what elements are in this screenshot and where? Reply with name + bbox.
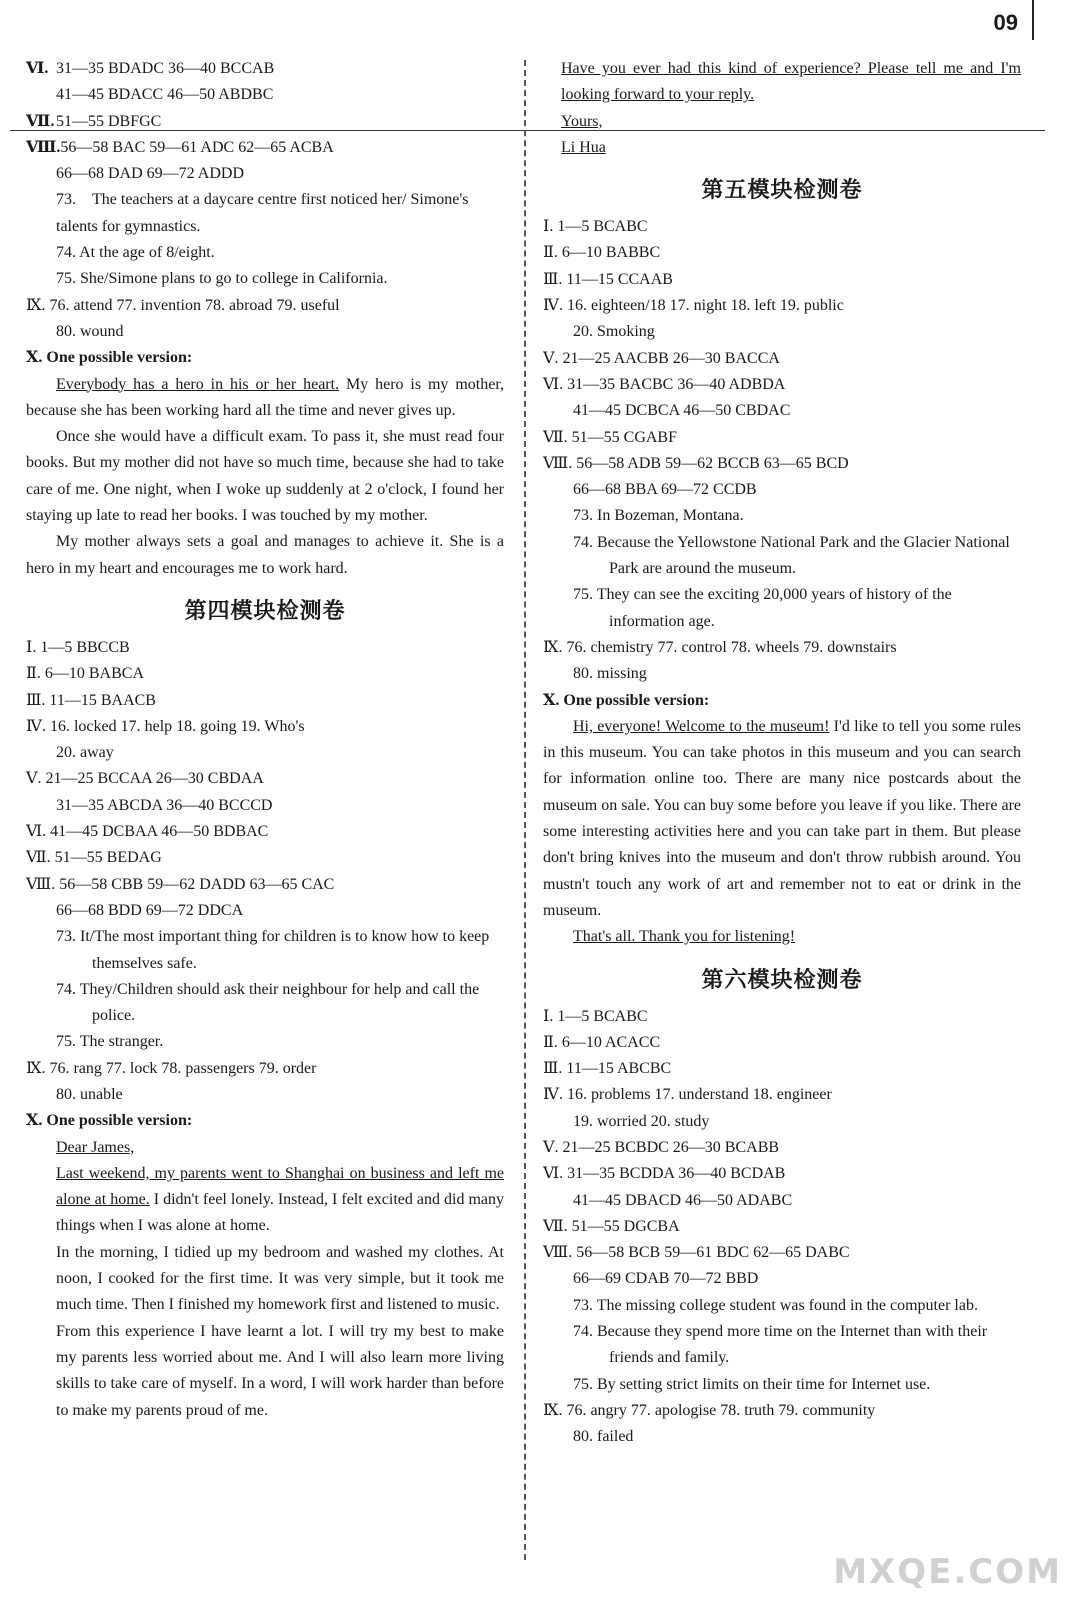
answer-line: Ⅰ. 1—5 BCABC: [543, 218, 648, 236]
answer-line: Ⅳ. 16. problems 17. understand 18. engineer: [543, 1086, 832, 1104]
answer-line: 19. worried 20. study: [573, 1112, 710, 1130]
answer-line: Ⅷ. 56—58 CBB 59—62 DADD 63—65 CAC: [26, 875, 335, 893]
answer-line: 20. away: [56, 744, 114, 762]
answer-line: Ⅰ. 1—5 BCABC: [543, 1007, 648, 1025]
answer-line: Ⅶ. 51—55 CGABF: [543, 428, 677, 446]
answer-line: Ⅴ. 21—25 AACBB 26—30 BACCA: [543, 349, 780, 367]
module6-answers: [543, 1004, 1021, 1293]
answer-line: Ⅶ. 51—55 BEDAG: [26, 849, 162, 867]
answer-line: 20. Smoking: [573, 323, 655, 341]
answer-line: 80. failed: [573, 1428, 634, 1446]
answer-line: Ⅲ. 11—15 ABCBC: [543, 1060, 672, 1078]
left-column: [26, 56, 504, 1424]
answer-line: Ⅶ. 51—55 DGCBA: [543, 1217, 680, 1235]
answer-line: 41—45 DBACD 46—50 ADABC: [573, 1191, 793, 1209]
answer-74: 74. They/Children should ask their neighbour for help and call the police.: [56, 980, 480, 1025]
answer-line: Ⅷ.56—58 BAC 59—61 ADC 62—65 ACBA: [26, 138, 334, 156]
answer-73: 73. The missing college student was found in the computer lab.: [573, 1296, 978, 1314]
section-label: Ⅹ. One possible version:: [543, 691, 710, 709]
answer-line: Ⅵ. 31—35 BDADC 36—40 BCCAB: [26, 60, 275, 77]
answer-line: Ⅶ.51—55 DBFGC: [26, 112, 162, 130]
section-label: Ⅹ. One possible version:: [26, 1112, 193, 1130]
section-title: 第五模块检测卷: [701, 178, 863, 204]
answer-line: Ⅷ. 56—58 ADB 59—62 BCCB 63—65 BCD: [543, 454, 849, 472]
answer-line: Ⅱ. 6—10 BABBC: [543, 244, 661, 262]
essay-museum: Hi, everyone! Welcome to the museum! I'd like to tell you some rules in this museum. You can take photos in this museum and you can search for information online too. There are many nice postcards about the museum on sale. You can buy some before you leave if you like. There are some interesting activities here and you can take part in them. But please don't bring knives into the museum and don't throw rubbish around. You mustn't touch any work of art and remember not to eat or drink in the museum. That's all. Thank you for listening!: [543, 717, 1021, 946]
answer-line: 41—45 DCBCA 46—50 CBDAC: [573, 402, 791, 420]
module5-answers: [543, 214, 1021, 503]
right-column: [543, 56, 1021, 1451]
answer-line: Ⅲ. 11—15 CCAAB: [543, 270, 673, 288]
answer-73: 73. The teachers at a daycare centre first noticed her/ Simone's talents for gymnastics.: [56, 191, 469, 235]
answer-73: 73. It/The most important thing for children is to know how to keep themselves safe.: [56, 928, 490, 972]
essay-letter: Dear James, Last weekend, my parents went to Shanghai on business and left me alone at home. I didn't feel lonely. Instead, I felt excited and did many things when I was alone at home. In the morning, I tidied up my bedroom and washed my clothes. At noon, I cooked for the first time. It was very simple, but it took me much time. Then I finished my homework first and listened to music. From this experience I have learnt a lot. I will try my best to make my parents less worried about me. And I will also learn more living skills to take care of myself. In a word, I will work harder than before to make my parents proud of me.: [56, 1138, 505, 1419]
answer-line: Ⅳ. 16. eighteen/18 17. night 18. left 19. public: [543, 297, 844, 315]
column-divider: [524, 60, 526, 1560]
answer-74: 74. Because they spend more time on the Internet than with their friends and family.: [573, 1323, 988, 1367]
answer-line: 80. missing: [573, 665, 647, 683]
answer-line: 66—68 BBA 69—72 CCDB: [573, 481, 757, 499]
answer-75: 75. By setting strict limits on their time for Internet use.: [573, 1375, 931, 1393]
answer-line: Ⅳ. 16. locked 17. help 18. going 19. Who's: [26, 717, 305, 735]
answer-73: 73. In Bozeman, Montana.: [573, 507, 744, 525]
answer-line: Ⅴ. 21—25 BCCAA 26—30 CBDAA: [26, 770, 264, 788]
answer-line: Ⅸ. 76. angry 77. apologise 78. truth 79. community: [543, 1401, 876, 1419]
answer-line: Ⅵ. 31—35 BACBC 36—40 ADBDA: [543, 375, 786, 393]
letter-ending: Have you ever had this kind of experience? Please tell me and I'm looking forward to your reply. Yours, Li Hua: [561, 60, 1021, 156]
answer-line: Ⅱ. 6—10 ACACC: [543, 1033, 661, 1051]
module4-answers: [26, 635, 504, 924]
answer-line: Ⅸ. 76. rang 77. lock 78. passengers 79. order: [26, 1059, 317, 1077]
answer-line: 80. unable: [56, 1085, 123, 1103]
answer-line: 66—68 BDD 69—72 DDCA: [56, 901, 244, 919]
answer-line: Ⅵ. 41—45 DCBAA 46—50 BDBAC: [26, 823, 269, 841]
answer-line: Ⅸ. 76. attend 77. invention 78. abroad 79. useful: [26, 296, 340, 314]
answer-line: 80. wound: [56, 322, 124, 340]
answer-line: 41—45 BDACC 46—50 ABDBC: [56, 86, 274, 104]
answer-line: Ⅴ. 21—25 BCBDC 26—30 BCABB: [543, 1138, 780, 1156]
answer-line: Ⅱ. 6—10 BABCA: [26, 665, 144, 683]
answer-75: 75. She/Simone plans to go to college in California.: [56, 270, 388, 288]
answer-line: Ⅰ. 1—5 BBCCB: [26, 638, 130, 656]
answer-line: Ⅵ. 31—35 BCDDA 36—40 BCDAB: [543, 1165, 786, 1183]
answer-line: Ⅲ. 11—15 BAACB: [26, 691, 156, 709]
essay-hero: Everybody has a hero in his or her heart. My hero is my mother, because she has been working hard all the time and never gives up. Once she would have a difficult exam. To pass it, she must read four books. But my mother did not have so much time, because she had to take care of me. One night, when I woke up suddenly at 2 o'clock, I found her staying up late to read her books. I was touched by my mother. My mother always sets a goal and manages to achieve it. She is a hero in my heart and encourages me to work hard.: [26, 375, 505, 577]
answer-74: 74. At the age of 8/eight.: [56, 244, 215, 262]
watermark-logo: MXQE.COM: [833, 1552, 1062, 1592]
answer-line: 31—35 ABCDA 36—40 BCCCD: [56, 796, 273, 814]
answer-75: 75. The stranger.: [56, 1033, 164, 1051]
page-edge-rule: [1032, 0, 1034, 40]
page-number: 09: [993, 10, 1018, 35]
answer-line: 66—69 CDAB 70—72 BBD: [573, 1270, 759, 1288]
section-label: Ⅹ. One possible version:: [26, 349, 193, 367]
answer-75: 75. They can see the exciting 20,000 years of history of the information age.: [573, 586, 952, 630]
answer-line: Ⅸ. 76. chemistry 77. control 78. wheels 79. downstairs: [543, 638, 897, 656]
answer-line: Ⅷ. 56—58 BCB 59—61 BDC 62—65 DABC: [543, 1244, 850, 1262]
answer-line: 66—68 DAD 69—72 ADDD: [56, 165, 244, 183]
section-title: 第四模块检测卷: [184, 598, 346, 624]
section-title: 第六模块检测卷: [701, 967, 863, 993]
answer-74: 74. Because the Yellowstone National Park and the Glacier National Park are around the museum.: [573, 533, 1010, 578]
